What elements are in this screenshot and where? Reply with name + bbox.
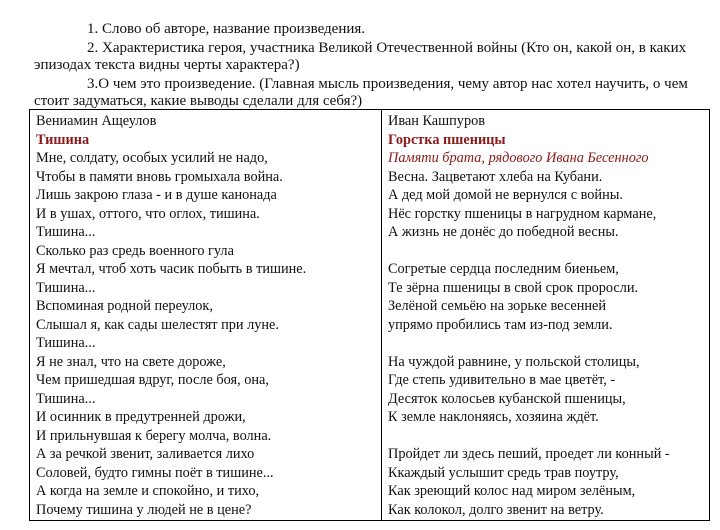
poem-line [388,242,703,261]
poem-line: Зелёной семьёю на зорьке весенней [388,298,607,314]
instruction-3-cont: стоит задуматься, какие выводы сделали для себя?) [34,93,363,109]
poem-line: упрямо пробились там из-под земли. [388,316,613,333]
poem-line: Чем пришедшая вдруг, после боя, она, [36,372,269,388]
poem-line: А жизнь не донёс до победной весны. [388,224,619,240]
poem-line: Как колокол, долго звенит на ветру. [388,501,604,518]
poem-line: Лишь закрою глаза - и в душе канонада [36,187,277,203]
poem-line: Соловей, будто гимны поёт в тишине... [36,464,274,481]
poem-line: Пройдет ли здесь пеший, проедет ли конный - [388,446,670,462]
instruction-2-cont: эпизодах текста видны черты характера?) [34,57,300,73]
poems-row [30,110,710,521]
instruction-2: 2. Характеристика героя, участника Великой Отечественной войны (Кто он, какой он, в каких [87,40,687,56]
poem-line: И в ушах, оттого, что оглох, тишина. [36,205,260,222]
poem-line: На чуждой равнине, у польской столицы, [388,353,640,370]
poem-line: К земле наклоняясь, хозяина ждёт. [388,409,599,425]
poem-line [388,334,703,353]
poem-line: Нёс горстку пшеницы в нагрудном кармане, [388,205,657,222]
poem-right-author: Иван Кашпуров [388,113,486,129]
poem-left-title: Тишина [36,131,90,148]
poems-table [29,109,710,521]
poem-line: Тишина... [36,279,96,296]
poem-line: Те зёрна пшеницы в свой срок проросли. [388,279,639,296]
poem-right-cell [382,110,710,521]
poem-line: Тишина... [36,224,96,240]
poem-line: Как зреющий колос над миром зелёным, [388,483,636,499]
instruction-1: 1. Слово об авторе, название произведения. [87,21,366,37]
poem-line: А за речкой звенит, заливается лихо [36,446,255,462]
poem-line: Почему тишина у людей не в цене? [36,501,252,518]
poem-left-cell [30,110,382,521]
poem-right-title: Горстка пшеницы [388,131,506,148]
poem-left-author: Вениамин Ащеулов [36,113,157,129]
poem-right-dedication: Памяти брата, рядового Ивана Бесенного [388,150,649,166]
instruction-3: 3.О чем это произведение. (Главная мысль произведения, чему автор нас хотел научить, о чем [87,76,688,92]
poem-line: Согретые сердца последним биеньем, [388,261,619,277]
poem-line: Я мечтал, чтоб хоть часик побыть в тишине. [36,261,307,277]
poem-line: Тишина... [36,390,96,407]
poem-line: А когда на земле и спокойно, и тихо, [36,483,260,499]
poem-line: Весна. Зацветают хлеба на Кубани. [388,168,603,185]
poem-line: Чтобы в памяти вновь громыхала война. [36,168,283,185]
poem-line: Тишина... [36,335,96,351]
poem-right-lines [388,168,703,520]
poem-line [388,427,703,446]
poem-line: Где степь удивительно в мае цветёт, - [388,372,616,388]
poem-line: И осинник в предутренней дрожи, [36,409,246,425]
poem-line: Десяток колосьев кубанской пшеницы, [388,390,626,407]
poem-line: А дед мой домой не вернулся с войны. [388,187,623,203]
poem-line: Вспоминая родной переулок, [36,298,213,314]
poem-line: Мне, солдату, особых усилий не надо, [36,150,268,166]
poem-line: И прильнувшая к берегу молча, волна. [36,427,272,444]
poem-line: Ккаждый услышит средь трав поутру, [388,464,619,481]
poem-line: Слышал я, как сады шелестят при луне. [36,316,279,333]
poem-line: Сколько раз средь военного гула [36,242,234,259]
poem-line: Я не знал, что на свете дороже, [36,353,226,370]
poem-left-lines [36,149,375,519]
